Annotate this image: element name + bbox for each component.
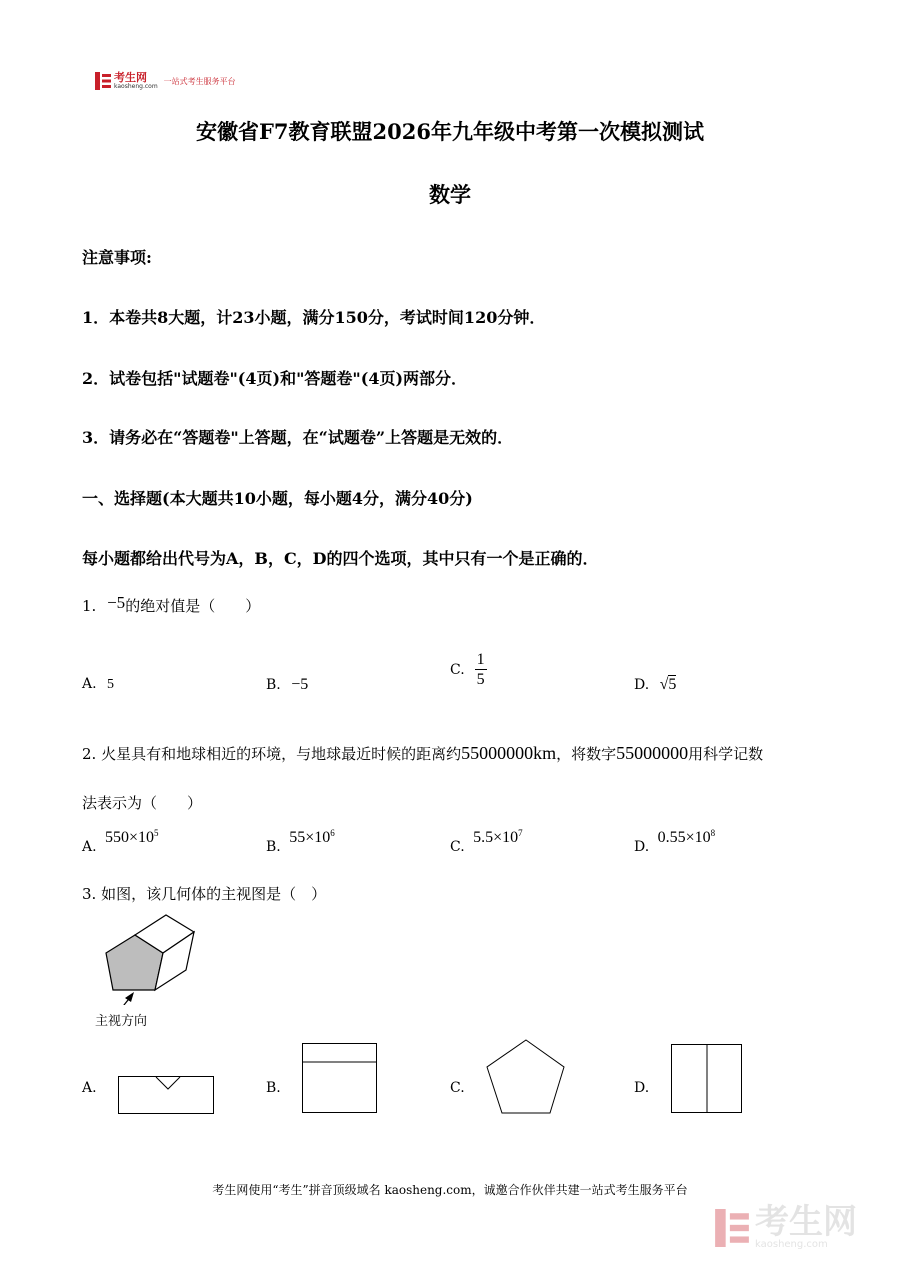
exam-title: 安徽省F7教育联盟2026年九年级中考第一次模拟测试 <box>196 119 704 144</box>
q2-number-value: 55000000 <box>616 743 689 763</box>
q3-text: 如图，该几何体的主视图是（ ） <box>101 885 327 903</box>
question-1 <box>82 595 260 616</box>
watermark-domain: kaosheng.com <box>755 1239 828 1250</box>
option-label: A. <box>82 676 97 692</box>
q3-option-b-figure <box>302 1043 378 1114</box>
q3-option-d[interactable] <box>634 1080 649 1096</box>
figure-caption: 主视方向 <box>95 1014 148 1029</box>
q2-option-a[interactable] <box>82 828 159 855</box>
fraction-numerator: 1 <box>476 651 485 668</box>
watermark-logo-icon <box>715 1209 749 1247</box>
option-label: A. <box>82 838 97 855</box>
fraction-denominator: 5 <box>476 671 485 689</box>
sqrt <box>660 676 677 693</box>
q2-option-d[interactable] <box>634 828 716 855</box>
option-base: 5.5×10 <box>473 828 519 846</box>
q2-text3: 用科学记数 <box>688 745 764 763</box>
watermark <box>715 1202 857 1250</box>
option-base: 55×10 <box>289 828 331 846</box>
option-base: 550×10 <box>105 828 155 846</box>
q3-option-d-figure <box>671 1044 743 1114</box>
q1-text: 的绝对值是（ ） <box>125 597 261 615</box>
q1-expr: −5 <box>107 593 126 612</box>
subject-title: 数学 <box>429 182 471 207</box>
q3-number: 3. <box>82 885 97 903</box>
logo-mark-icon <box>95 72 111 90</box>
option-label: A. <box>82 1080 97 1096</box>
notes-heading: 注意事项: <box>82 248 152 267</box>
q2-option-c[interactable] <box>450 828 523 855</box>
option-value: −5 <box>291 676 309 693</box>
q1-option-d[interactable] <box>634 676 676 694</box>
question-3 <box>82 883 326 904</box>
q2-text4: 法表示为（ ） <box>82 794 203 812</box>
section-instruction: 每小题都给出代号为A，B，C，D的四个选项，其中只有一个是正确的． <box>82 549 599 568</box>
q3-option-a[interactable] <box>82 1080 97 1096</box>
radical-sign: √ <box>659 676 669 693</box>
q1-option-c[interactable] <box>450 650 487 689</box>
option-label: B. <box>266 677 281 693</box>
option-exponent: 7 <box>518 828 523 838</box>
q2-text2: ，将数字 <box>556 745 617 763</box>
q2-text1: 火星具有和地球相近的环境，与地球最近时候的距离约 <box>101 745 462 763</box>
q2-option-b[interactable] <box>266 828 335 855</box>
option-base: 0.55×10 <box>657 828 711 846</box>
option-label: D. <box>634 838 650 855</box>
q2-distance: 55000000km <box>461 743 557 763</box>
q3-solid-figure <box>95 910 203 1029</box>
section-heading: 一、选择题(本大题共10小题，每小题4分，满分40分) <box>82 489 473 508</box>
q1-option-a[interactable] <box>82 676 114 693</box>
radicand: 5 <box>668 676 677 693</box>
q3-option-c[interactable] <box>450 1080 465 1096</box>
q1-option-b[interactable] <box>266 676 308 694</box>
option-label: C. <box>450 1080 465 1096</box>
option-value: 5 <box>107 677 115 692</box>
pentagonal-prism-figure <box>98 910 203 1005</box>
logo-name: 考生网 <box>114 71 147 84</box>
logo-domain: kaosheng.com <box>114 83 158 90</box>
option-label: B. <box>266 1080 281 1096</box>
fraction <box>475 650 487 689</box>
option-exponent: 5 <box>154 828 159 838</box>
q1-number: 1. <box>82 597 97 615</box>
note-item-1: 1．本卷共8大题，计23小题，满分150分，考试时间120分钟． <box>82 308 546 327</box>
logo-slogan: 一站式考生服务平台 <box>163 76 236 86</box>
question-2 <box>82 743 763 764</box>
option-label: C. <box>450 661 465 678</box>
site-logo <box>95 72 236 90</box>
q3-option-a-figure <box>118 1076 214 1114</box>
q3-option-b[interactable] <box>266 1080 281 1096</box>
option-exponent: 8 <box>710 828 716 838</box>
option-exponent: 6 <box>330 828 335 838</box>
q2-number: 2. <box>82 745 97 763</box>
option-label: D. <box>634 677 650 693</box>
option-label: C. <box>450 838 465 855</box>
q3-option-c-figure <box>484 1038 568 1116</box>
note-item-3: 3．请务必在“答题卷"上答题，在“试题卷”上答题是无效的． <box>82 428 514 447</box>
note-item-2: 2．试卷包括"试题卷"(4页)和"答题卷"(4页)两部分． <box>82 369 468 388</box>
option-label: B. <box>266 838 281 855</box>
watermark-name: 考生网 <box>755 1202 857 1242</box>
option-label: D. <box>634 1080 650 1096</box>
page-footer: 考生网使用“考生”拼音顶级域名 kaosheng.com，诚邀合作伙伴共建一站式考生服务平台 <box>212 1183 688 1197</box>
